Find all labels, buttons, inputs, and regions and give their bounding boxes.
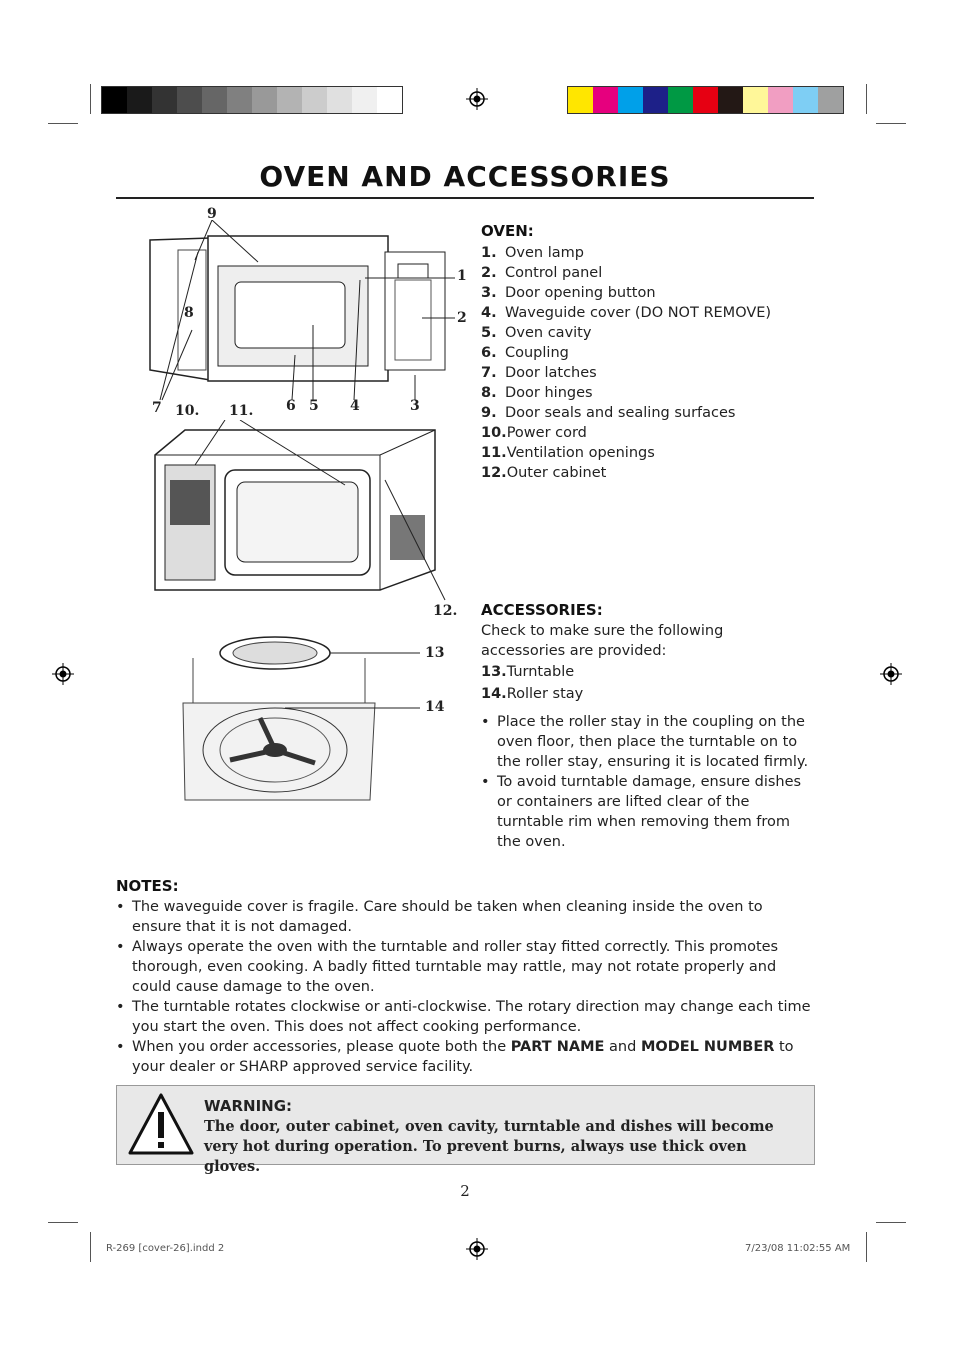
item-label: Oven cavity	[505, 325, 592, 341]
item-number: 4.	[481, 305, 497, 321]
list-item: • When you order accessories, please quote both the PART NAME and MODEL NUMBER to your dealer or SHARP approved service facility.	[116, 1039, 794, 1075]
bullet-icon: •	[116, 939, 125, 955]
item-label: Outer cabinet	[506, 465, 607, 481]
item-number: 5.	[481, 325, 497, 341]
callout-14: 14	[425, 699, 445, 715]
item-number: 9.	[481, 405, 497, 421]
callout-7: 7	[152, 400, 162, 416]
bullet-icon: •	[116, 899, 125, 915]
bullet-icon: •	[116, 999, 125, 1015]
color-swatch	[693, 87, 718, 113]
model-number-emphasis: MODEL NUMBER	[640, 1039, 775, 1055]
turntable-roller-diagram	[175, 628, 435, 803]
registration-mark-icon	[880, 663, 902, 685]
item-label: Control panel	[505, 265, 603, 281]
item-number: 1.	[481, 245, 497, 261]
color-swatch	[252, 87, 277, 113]
color-swatch	[793, 87, 818, 113]
footer-timestamp: 7/23/08 11:02:55 AM	[745, 1243, 851, 1254]
list-item	[481, 423, 811, 443]
color-swatch	[277, 87, 302, 113]
color-swatch	[643, 87, 668, 113]
registration-mark-icon	[466, 1238, 488, 1260]
item-label: Turntable	[506, 664, 575, 680]
oven-heading: OVEN:	[481, 222, 534, 240]
list-item	[481, 303, 811, 323]
list-item	[481, 243, 811, 263]
color-swatch	[327, 87, 352, 113]
callout-9: 9	[207, 206, 217, 222]
callout-5: 5	[309, 398, 319, 414]
list-item	[481, 463, 811, 483]
color-swatch	[127, 87, 152, 113]
grayscale-registration-bar	[101, 86, 403, 114]
color-swatch	[568, 87, 593, 113]
crop-mark	[876, 1222, 906, 1223]
color-swatch	[352, 87, 377, 113]
callout-1: 1	[457, 268, 467, 284]
item-label: Roller stay	[506, 686, 584, 702]
registration-mark-icon	[52, 663, 74, 685]
bullet-icon: •	[481, 714, 490, 730]
item-number: 8.	[481, 385, 497, 401]
bullet-text: The turntable rotates clockwise or anti-clockwise. The rotary direction may change each time you start the oven. This does not affect cooking performance.	[132, 999, 811, 1035]
item-label: Oven lamp	[505, 245, 584, 261]
color-swatch	[743, 87, 768, 113]
bullet-text: The waveguide cover is fragile. Care should be taken when cleaning inside the oven to ensure that it is not damaged.	[132, 899, 763, 935]
accessories-intro: Check to make sure the following accessories are provided:	[481, 623, 724, 659]
title-rule	[116, 197, 814, 199]
color-swatch	[668, 87, 693, 113]
item-number: 6.	[481, 345, 497, 361]
note-text: When you order accessories, please quote both the	[132, 1039, 511, 1055]
bullet-text: Place the roller stay in the coupling on the oven floor, then place the turntable on to the roller stay, ensuring it is located firmly.	[497, 714, 809, 770]
oven-rear-diagram	[145, 420, 455, 610]
registration-mark-icon	[466, 88, 488, 110]
item-number: 2.	[481, 265, 497, 281]
color-swatch	[177, 87, 202, 113]
notes-bullets	[116, 897, 816, 1037]
callout-12: 12.	[433, 603, 458, 619]
list-item	[481, 283, 811, 303]
list-item	[481, 683, 801, 705]
list-item	[116, 997, 816, 1037]
color-swatch	[818, 87, 843, 113]
bullet-icon: •	[481, 774, 490, 790]
color-registration-bar	[567, 86, 844, 114]
note-text: to your dealer or SHARP approved service facility.	[132, 1039, 794, 1075]
item-label: Power cord	[506, 425, 587, 441]
item-number: 3.	[481, 285, 497, 301]
crop-mark	[48, 123, 78, 124]
crop-mark	[90, 84, 91, 114]
callout-8: 8	[184, 305, 194, 321]
footer-file-name: R-269 [cover-26].indd 2	[106, 1243, 225, 1254]
item-number: 12.	[481, 465, 507, 481]
list-item	[481, 712, 811, 772]
accessories-bullets	[481, 712, 811, 852]
page-number: 2	[460, 1182, 470, 1200]
crop-mark	[90, 1232, 91, 1262]
color-swatch	[593, 87, 618, 113]
color-swatch	[618, 87, 643, 113]
color-swatch	[718, 87, 743, 113]
list-item	[481, 661, 801, 683]
item-number: 13.	[481, 664, 507, 680]
notes-heading: NOTES:	[116, 877, 179, 895]
list-item	[481, 343, 811, 363]
item-label: Waveguide cover (DO NOT REMOVE)	[505, 305, 772, 321]
color-swatch	[202, 87, 227, 113]
list-item	[116, 897, 816, 937]
callout-10: 10.	[175, 403, 200, 419]
warning-box	[116, 1085, 815, 1175]
page-title: OVEN AND ACCESSORIES	[259, 160, 671, 193]
item-number: 10.	[481, 425, 507, 441]
list-item	[481, 383, 811, 403]
warning-text: The door, outer cabinet, oven cavity, turntable and dishes will become very hot during operation. To prevent burns, always use thick oven gloves.	[204, 1118, 774, 1175]
warning-heading: WARNING:	[204, 1097, 293, 1115]
list-item	[116, 937, 816, 997]
color-swatch	[302, 87, 327, 113]
crop-mark	[48, 1222, 78, 1223]
list-item	[481, 403, 811, 423]
bullet-text: To avoid turntable damage, ensure dishes or containers are lifted clear of the turntable rim when removing them from the oven.	[497, 774, 802, 850]
color-swatch	[152, 87, 177, 113]
item-number: 7.	[481, 365, 497, 381]
bullet-text: Always operate the oven with the turntable and roller stay fitted correctly. This promotes thorough, even cooking. A badly fitted turntable may rattle, may not rotate properly and could cause damage to the oven.	[132, 939, 779, 995]
item-number: 11.	[481, 445, 507, 461]
list-item	[481, 772, 811, 852]
list-item	[481, 443, 811, 463]
callout-3: 3	[410, 398, 420, 414]
callout-4: 4	[350, 398, 360, 414]
color-swatch	[102, 87, 127, 113]
callout-2: 2	[457, 310, 467, 326]
color-swatch	[768, 87, 793, 113]
list-item	[481, 323, 811, 343]
item-label: Door latches	[505, 365, 597, 381]
crop-mark	[866, 84, 867, 114]
item-label: Coupling	[505, 345, 569, 361]
color-swatch	[377, 87, 402, 113]
color-swatch	[227, 87, 252, 113]
accessories-heading: ACCESSORIES:	[481, 601, 603, 619]
notes-last-bullet	[116, 1037, 816, 1077]
item-label: Door hinges	[505, 385, 593, 401]
item-number: 14.	[481, 686, 507, 702]
crop-mark	[876, 123, 906, 124]
crop-mark	[866, 1232, 867, 1262]
callout-13: 13	[425, 645, 445, 661]
accessories-list	[481, 661, 801, 705]
warning-triangle-icon	[127, 1092, 195, 1156]
part-name-emphasis: PART NAME	[510, 1039, 605, 1055]
note-text: and	[604, 1039, 641, 1055]
oven-parts-list	[481, 243, 811, 483]
list-item	[481, 363, 811, 383]
callout-11: 11.	[229, 403, 254, 419]
callout-6: 6	[286, 398, 296, 414]
item-label: Door opening button	[505, 285, 656, 301]
list-item	[481, 263, 811, 283]
item-label: Door seals and sealing surfaces	[505, 405, 736, 421]
item-label: Ventilation openings	[506, 445, 655, 461]
